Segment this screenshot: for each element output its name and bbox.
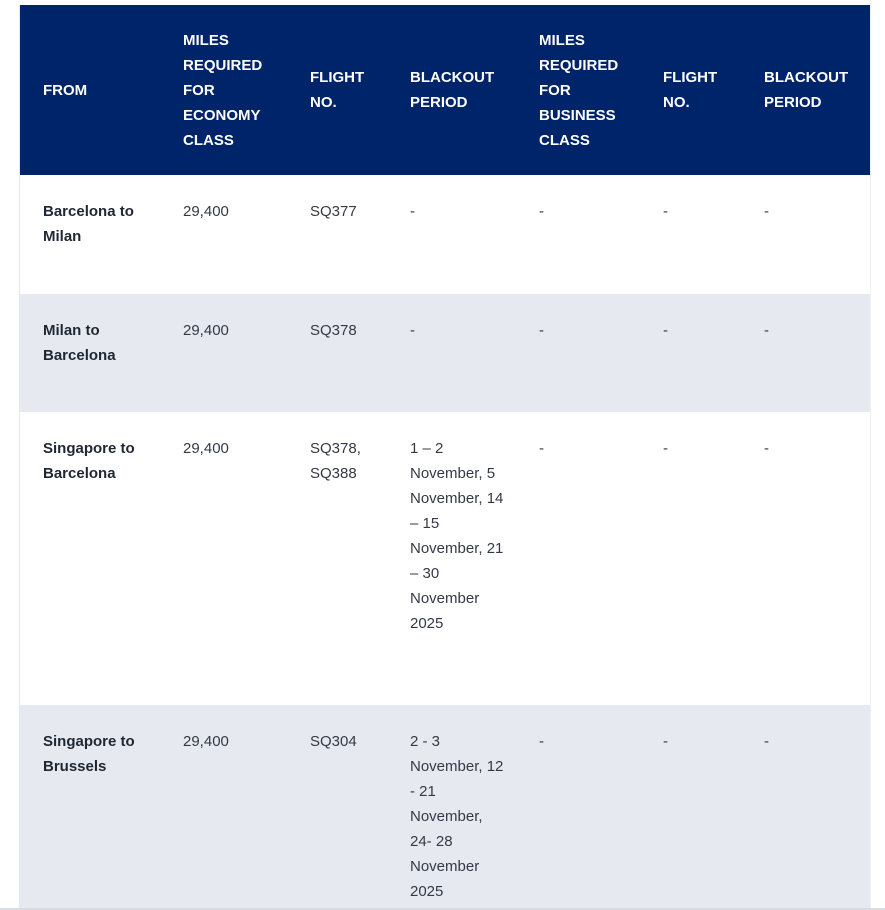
economy-flight-cell: SQ377 [310,203,357,220]
economy-flight-cell: SQ304 [310,733,357,750]
header-economy-miles: MILES REQUIRED FOR ECONOMY CLASS [160,5,287,175]
business-flight-cell: - [663,733,668,750]
header-business-miles: MILES REQUIRED FOR BUSINESS CLASS [516,5,640,175]
route-cell: Milan to Barcelona [43,322,116,364]
table-row [20,294,871,412]
header-business-flight: FLIGHT NO. [640,5,741,175]
table-row [20,705,871,910]
business-blackout-cell: - [764,733,769,750]
header-from: FROM [20,5,160,175]
redemption-table-container [19,5,871,910]
business-blackout-cell: - [764,322,769,339]
route-cell: Singapore to Brussels [43,733,135,775]
redemption-table [20,5,871,910]
economy-miles-cell: 29,400 [183,203,229,220]
economy-miles-cell: 29,400 [183,440,229,457]
business-flight-cell: - [663,440,668,457]
table-row [20,175,871,294]
economy-blackout-cell: 1 – 2 November, 5 November, 14 – 15 November, 21 – 30 November 2025 [410,440,504,632]
header-economy-flight: FLIGHT NO. [287,5,387,175]
economy-flight-cell: SQ378 [310,322,357,339]
economy-miles-cell: 29,400 [183,322,229,339]
economy-flight-cell: SQ378, SQ388 [310,440,361,482]
business-flight-cell: - [663,322,668,339]
route-cell: Singapore to Barcelona [43,440,135,482]
economy-miles-cell: 29,400 [183,733,229,750]
business-miles-cell: - [539,440,544,457]
table-header [20,5,871,175]
business-flight-cell: - [663,203,668,220]
business-miles-cell: - [539,203,544,220]
table-body [20,175,871,910]
business-blackout-cell: - [764,440,769,457]
business-miles-cell: - [539,733,544,750]
economy-blackout-cell: - [410,203,415,220]
economy-blackout-cell: - [410,322,415,339]
business-miles-cell: - [539,322,544,339]
header-business-blackout: BLACKOUT PERIOD [741,5,871,175]
header-economy-blackout: BLACKOUT PERIOD [387,5,516,175]
table-row [20,412,871,705]
economy-blackout-cell: 2 - 3 November, 12 - 21 November, 24- 28 November 2025 [410,733,504,900]
right-edge-divider [870,0,871,910]
header-row [20,5,871,175]
route-cell: Barcelona to Milan [43,203,134,245]
business-blackout-cell: - [764,203,769,220]
